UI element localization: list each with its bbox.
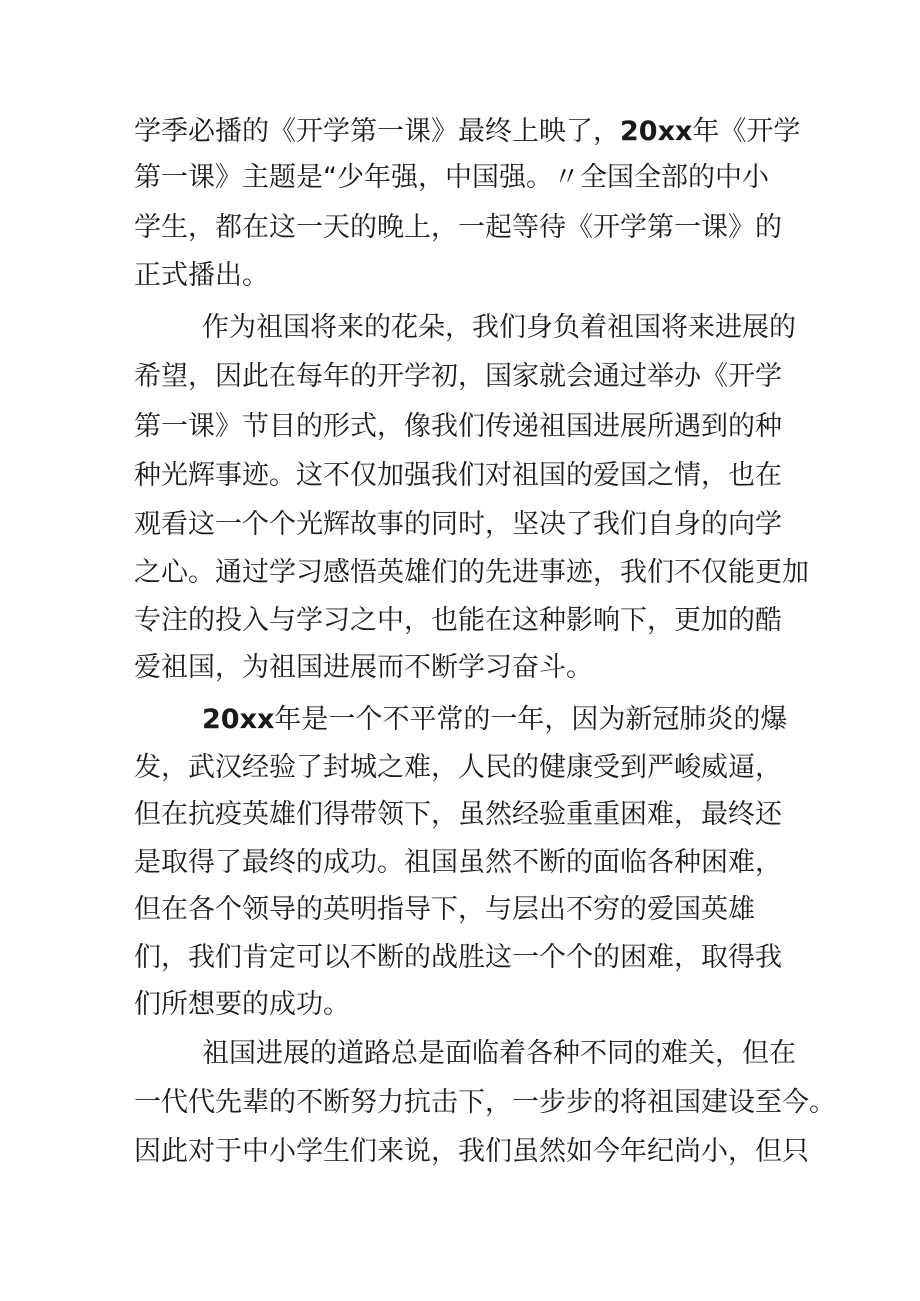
paragraph-2-line-2: 希望，因此在每年的开学初，国家就会通过举办《开学	[134, 361, 782, 392]
paragraph-2-line-6: 之心。通过学习感悟英雄们的先进事迹，我们不仅能更加	[134, 557, 809, 588]
paragraph-3-line-5: 但在各个领导的英明指导下，与层出不穷的爱国英雄	[134, 894, 755, 925]
paragraph-3-line-1	[202, 700, 787, 740]
paragraph-2-line-3: 第一课》节目的形式，像我们传递祖国进展所遇到的种	[134, 411, 782, 442]
text-run: 学季必播的《开学第一课》最终上映了，	[134, 116, 620, 147]
paragraph-2-line-7: 专注的投入与学习之中，也能在这种影响下，更加的酷	[134, 605, 782, 636]
paragraph-2-line-8: 爱祖国，为祖国进展而不断学习奋斗。	[134, 652, 593, 683]
paragraph-4-line-1: 祖国进展的道路总是面临着各种不同的难关，但在	[202, 1038, 796, 1069]
text-run: 年《开学	[692, 116, 801, 147]
paragraph-2-line-4: 种光辉事迹。这不仅加强我们对祖国的爱国之情，也在	[134, 460, 782, 491]
paragraph-3-line-2: 发，武汉经验了封城之难，人民的健康受到严峻威逼，	[134, 752, 782, 783]
paragraph-2-line-1: 作为祖国将来的花朵，我们身负着祖国将来进展的	[202, 312, 796, 343]
text-run: 年是一个不平常的一年，因为新冠肺炎的爆	[274, 704, 788, 735]
paragraph-3-line-6: 们，我们肯定可以不断的战胜这一个个的困难，取得我	[134, 942, 782, 973]
year-number: 20xx	[620, 116, 693, 147]
paragraph-3-line-3: 但在抗疫英雄们得带领下，虽然经验重重困难，最终还	[134, 799, 782, 830]
paragraph-3-line-7: 们所想要的成功。	[134, 989, 350, 1020]
paragraph-1-line-2: 第一课》主题是“少年强，中国强。〃全国全部的中小	[134, 162, 769, 193]
year-number: 20xx	[202, 704, 275, 735]
paragraph-1-line-3: 学生，都在这一天的晚上，一起等待《开学第一课》的	[134, 212, 782, 243]
paragraph-4-line-3: 因此对于中小学生们来说，我们虽然如今年纪尚小，但只	[134, 1136, 809, 1167]
paragraph-2-line-5: 观看这一个个光辉故事的同时，坚决了我们自身的向学	[134, 509, 782, 540]
paragraph-3-line-4: 是取得了最终的成功。祖国虽然不断的面临各种困难，	[134, 847, 782, 878]
paragraph-1-line-1	[134, 112, 800, 152]
paragraph-1-line-4: 正式播出。	[134, 260, 269, 291]
paragraph-4-line-2: 一代代先辈的不断努力抗击下，一步步的将祖国建设至今。	[134, 1087, 836, 1118]
